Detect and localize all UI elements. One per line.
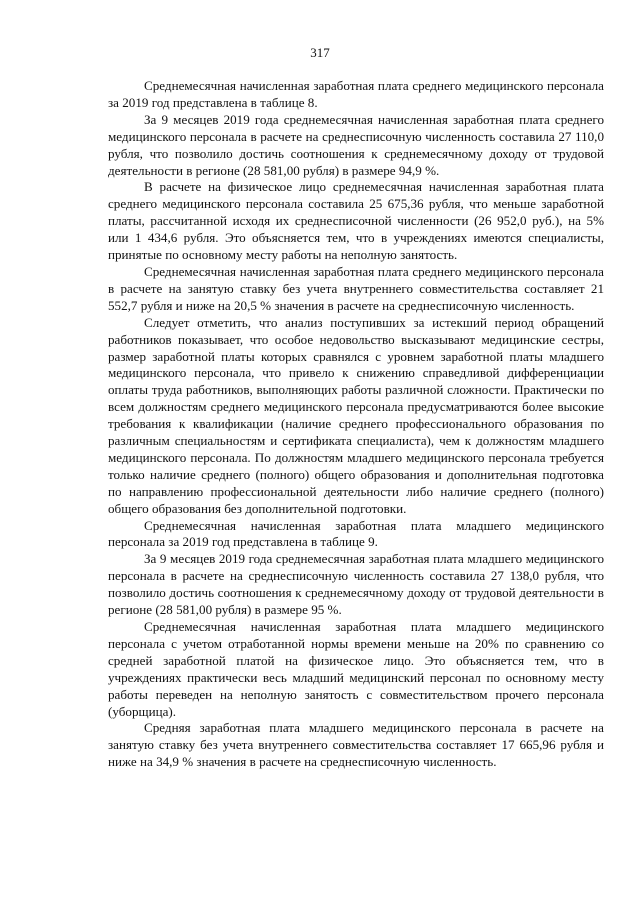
paragraph: В расчете на физическое лицо среднемесячная начисленная заработная плата среднего медицинского персонала составила 25 675,36 рубля, что меньше заработной платы, рассчитанной исходя их среднеспиcочной численности (26 952,0 руб.), на 5% или 1 434,6 рубля. Это объясняется тем, что в учреждениях имеются специалисты, принятые по основному месту работы на неполную занятость.	[108, 179, 604, 263]
paragraph: За 9 месяцев 2019 года среднемесячная заработная плата младшего медицинского персонала в расчете на среднесписочную численность составила 27 138,0 рубля, что позволило достичь соотношения к среднемесячному доходу от трудовой деятельности в регионе (28 581,00 рубля) в размере 95 %.	[108, 551, 604, 618]
paragraph: Средняя заработная плата младшего медицинского персонала в расчете на занятую ставку без учета внутреннего совместительства составляет 17 665,96 рубля и ниже на 34,9 % значения в расчете на среднесписочную численность.	[108, 720, 604, 770]
paragraph: Следует отметить, что анализ поступивших за истекший период обращений работников показывает, что особое недовольство высказывают медицинские сестры, размер заработной платы которых сравнялся с уровнем заработной платы младшего медицинского персонала, что привело к снижению справедливой дифференциации оплаты труда работников, выполняющих работы различной сложности. Практически по всем должностям среднего медицинского персонала предусматриваются более высокие требования к квалификации (наличие среднего профессионального образования по различным специальностям и сертификата специалиста), чем к должностям младшего медицинского персонала. По должностям младшего медицинского персонала требуется только наличие среднего (полного) общего образования и дополнительная подготовка по направлению профессиональной деятельности либо наличие среднего (полного) общего образования без дополнительной подготовки.	[108, 314, 604, 516]
paragraph: Среднемесячная начисленная заработная плата младшего медицинского персонала с учетом отработанной нормы времени меньше на 20% по сравнению со средней заработной платой на физическое лицо. Это объясняется тем, что в учреждениях практически весь младший медицинский персонал по основному месту работы переведен на неполную занятость с совместительством прочего персонала (уборщица).	[108, 619, 604, 719]
paragraph: За 9 месяцев 2019 года среднемесячная начисленная заработная плата среднего медицинского персонала в расчете на среднесписочную численность составила 27 110,0 рубля, что позволило достичь соотношения к среднемесячному доходу от трудовой деятельности в регионе (28 581,00 рубля) в размере 94,9 %.	[108, 111, 604, 178]
paragraph: Среднемесячная начисленная заработная плата среднего медицинского персонала в расчете на занятую ставку без учета внутреннего совместительства составляет 21 552,7 рубля и ниже на 20,5 % значения в расчете на среднесписочную численность.	[108, 263, 604, 313]
paragraph: Среднемесячная начисленная заработная плата младшего медицинского персонала за 2019 год представлена в таблице 9.	[108, 517, 604, 550]
paragraph: Среднемесячная начисленная заработная плата среднего медицинского персонала за 2019 год представлена в таблице 8.	[108, 78, 604, 110]
page-number: 317	[310, 45, 330, 60]
document-body	[108, 78, 604, 771]
